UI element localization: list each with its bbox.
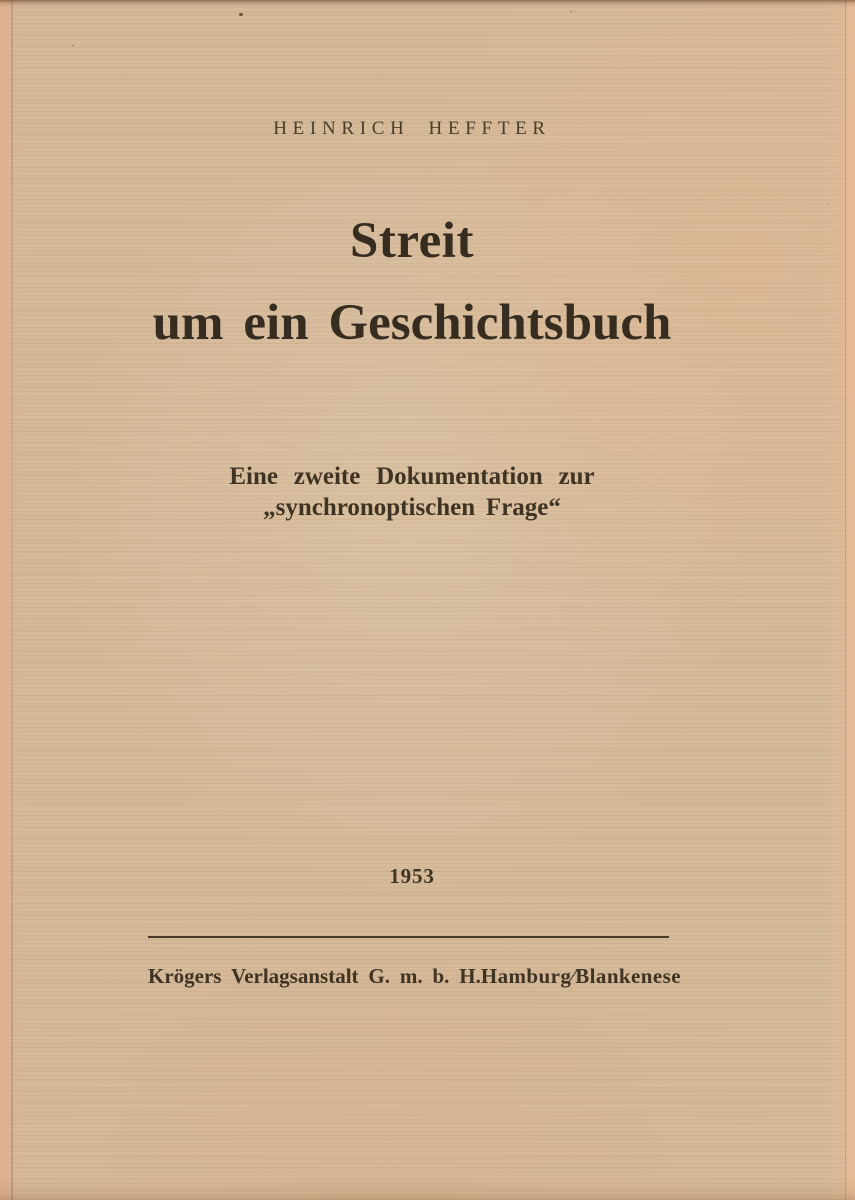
subtitle-line2: „synchronoptischen Frage“ (263, 494, 561, 521)
divider-rule (148, 936, 669, 938)
author-name: HEINRICH HEFFTER (273, 118, 551, 139)
subtitle-line1: Eine zweite Dokumentation zur (229, 463, 595, 490)
book-title-line1: Streit (350, 213, 474, 269)
publisher-name: Krögers Verlagsanstalt G. m. b. H. (148, 964, 481, 988)
imprint-line (148, 964, 681, 989)
book-title-line2: um ein Geschichtsbuch (152, 295, 672, 351)
right-edge-line (845, 0, 846, 1200)
publication-year: 1953 (389, 864, 435, 888)
publisher-location: Hamburg⁄Blankenese (480, 964, 681, 988)
